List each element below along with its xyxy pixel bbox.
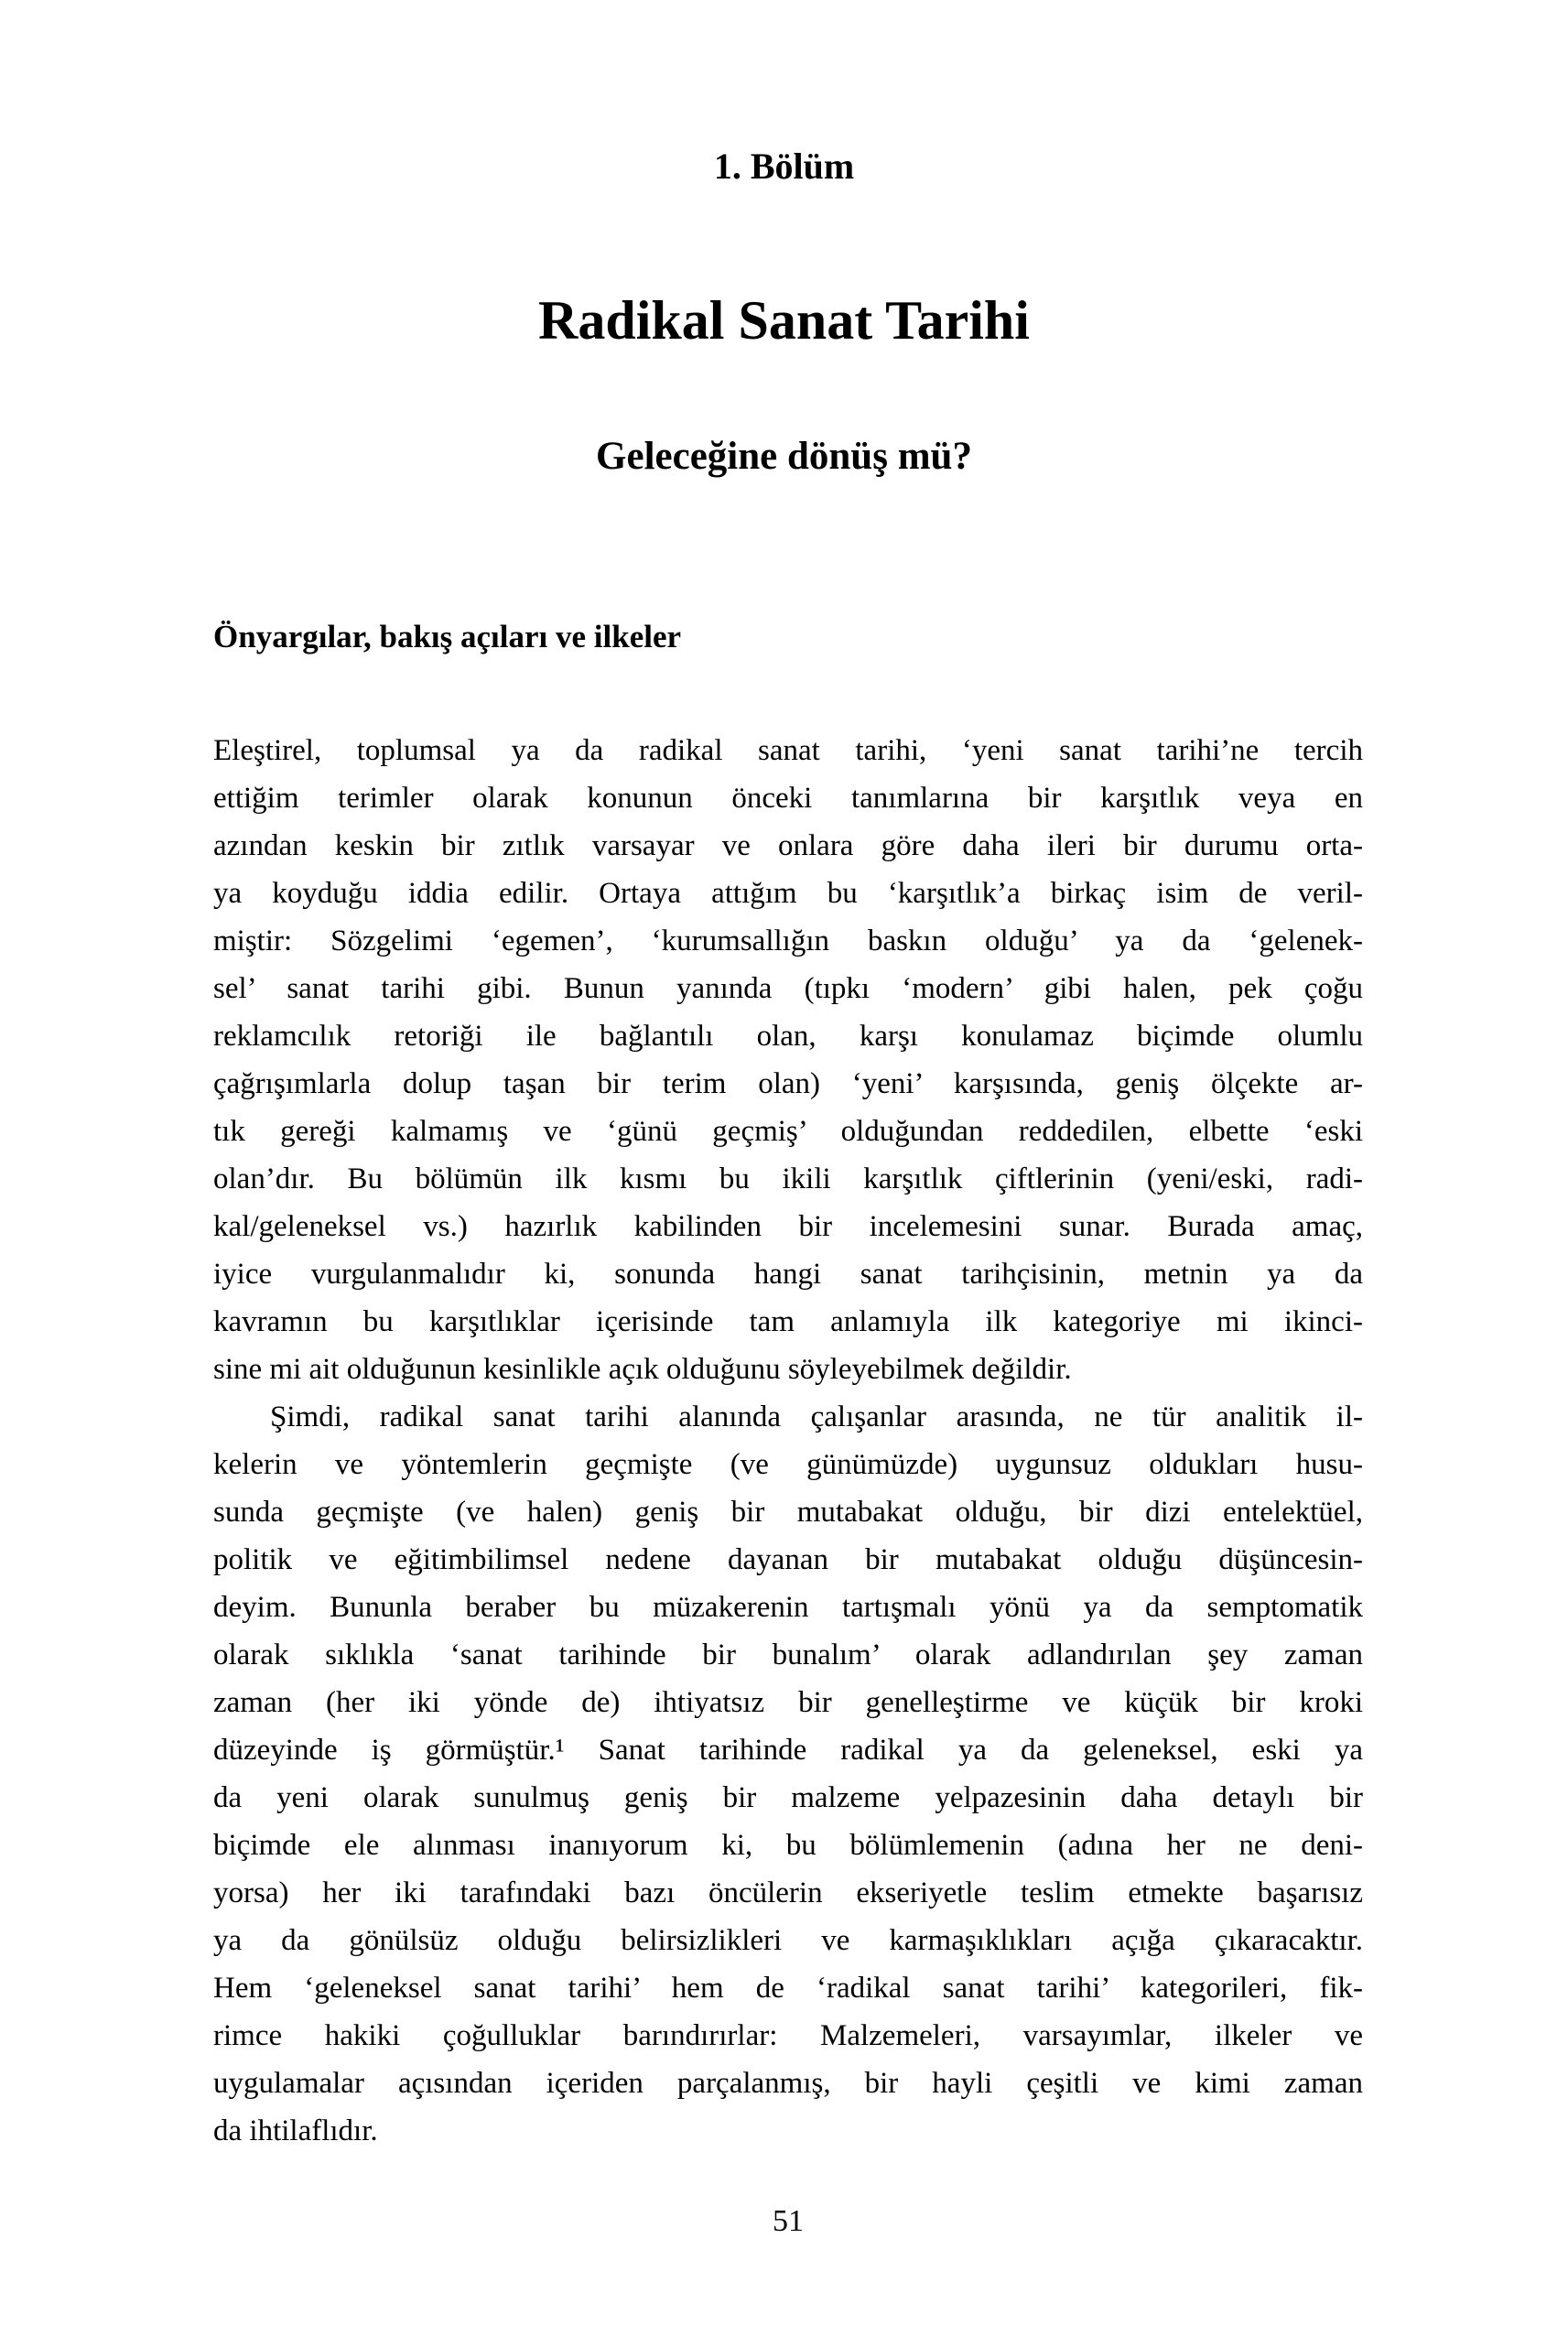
text-line: politik ve eğitimbilimsel nedene dayanan bir mutabakat olduğu düşüncesin- — [213, 1543, 1363, 1576]
text-line: kal/geleneksel vs.) hazırlık kabilinden bir incelemesini sunar. Burada amaç, — [213, 1210, 1363, 1243]
text-line: Hem ‘geleneksel sanat tarihi’ hem de ‘radikal sanat tarihi’ kategorileri, fik- — [213, 1972, 1363, 2005]
text-line: biçimde ele alınması inanıyorum ki, bu bölümlemenin (adına her ne deni- — [213, 1829, 1363, 1862]
body-text — [213, 727, 1363, 2155]
text-line: miştir: Sözgelimi ‘egemen’, ‘kurumsallığın baskın olduğu’ ya da ‘gelenek- — [213, 925, 1363, 957]
text-line: Şimdi, radikal sanat tarihi alanında çalışanlar arasında, ne tür analitik il- — [270, 1400, 1363, 1433]
text-line: azından keskin bir zıtlık varsayar ve onlara göre daha ileri bir durumu orta- — [213, 829, 1363, 862]
text-line: ya koyduğu iddia edilir. Ortaya attığım bu ‘karşıtlık’a birkaç isim de veril- — [213, 877, 1363, 910]
page-number: 51 — [773, 2204, 804, 2238]
paragraph — [213, 1393, 1363, 2155]
text-line: Eleştirel, toplumsal ya da radikal sanat tarihi, ‘yeni sanat tarihi’ne tercih — [213, 734, 1363, 767]
text-line: kelerin ve yöntemlerin geçmişte (ve günümüzde) uygunsuz oldukları husu- — [213, 1448, 1363, 1481]
text-line: sine mi ait olduğunun kesinlikle açık olduğunu söyleyebilmek değildir. — [213, 1353, 1072, 1386]
paragraph — [213, 727, 1363, 1393]
text-line: uygulamalar açısından içeriden parçalanmış, bir hayli çeşitli ve kimi zaman — [213, 2067, 1363, 2100]
text-line: tık gereği kalmamış ve ‘günü geçmiş’ olduğundan reddedilen, elbette ‘eski — [213, 1115, 1363, 1148]
text-line: ettiğim terimler olarak konunun önceki tanımlarına bir karşıtlık veya en — [213, 782, 1363, 815]
page-title: Radikal Sanat Tarihi — [538, 290, 1030, 351]
text-line: rimce hakiki çoğulluklar barındırırlar: Malzemeleri, varsayımlar, ilkeler ve — [213, 2019, 1363, 2052]
text-line: sel’ sanat tarihi gibi. Bunun yanında (tıpkı ‘modern’ gibi halen, pek çoğu — [213, 972, 1363, 1005]
text-line: olarak sıklıkla ‘sanat tarihinde bir bunalım’ olarak adlandırılan şey zaman — [213, 1638, 1363, 1671]
text-line: sunda geçmişte (ve halen) geniş bir mutabakat olduğu, bir dizi entelektüel, — [213, 1496, 1363, 1529]
text-line: olan’dır. Bu bölümün ilk kısmı bu ikili karşıtlık çiftlerinin (yeni/eski, radi- — [213, 1162, 1363, 1195]
page-subtitle: Geleceğine dönüş mü? — [596, 435, 972, 478]
chapter-label: 1. Bölüm — [713, 146, 855, 187]
text-line: çağrışımlarla dolup taşan bir terim olan) ‘yeni’ karşısında, geniş ölçekte ar- — [213, 1067, 1363, 1100]
text-line: da ihtilaflıdır. — [213, 2114, 378, 2147]
text-line: iyice vurgulanmalıdır ki, sonunda hangi sanat tarihçisinin, metnin ya da — [213, 1258, 1363, 1291]
text-line: ya da gönülsüz olduğu belirsizlikleri ve karmaşıklıkları açığa çıkaracaktır. — [213, 1924, 1363, 1957]
text-line: düzeyinde iş görmüştür.¹ Sanat tarihinde radikal ya da geleneksel, eski ya — [213, 1734, 1363, 1767]
text-line: da yeni olarak sunulmuş geniş bir malzeme yelpazesinin daha detaylı bir — [213, 1781, 1363, 1814]
text-line: yorsa) her iki tarafındaki bazı öncülerin ekseriyetle teslim etmekte başarısız — [213, 1876, 1363, 1909]
text-line: zaman (her iki yönde de) ihtiyatsız bir genelleştirme ve küçük bir kroki — [213, 1686, 1363, 1719]
section-heading: Önyargılar, bakış açıları ve ilkeler — [213, 619, 682, 654]
text-line: deyim. Bununla beraber bu müzakerenin tartışmalı yönü ya da semptomatik — [213, 1591, 1363, 1624]
text-line: reklamcılık retoriği ile bağlantılı olan, karşı konulamaz biçimde olumlu — [213, 1020, 1363, 1053]
text-line: kavramın bu karşıtlıklar içerisinde tam anlamıyla ilk kategoriye mi ikinci- — [213, 1305, 1363, 1338]
